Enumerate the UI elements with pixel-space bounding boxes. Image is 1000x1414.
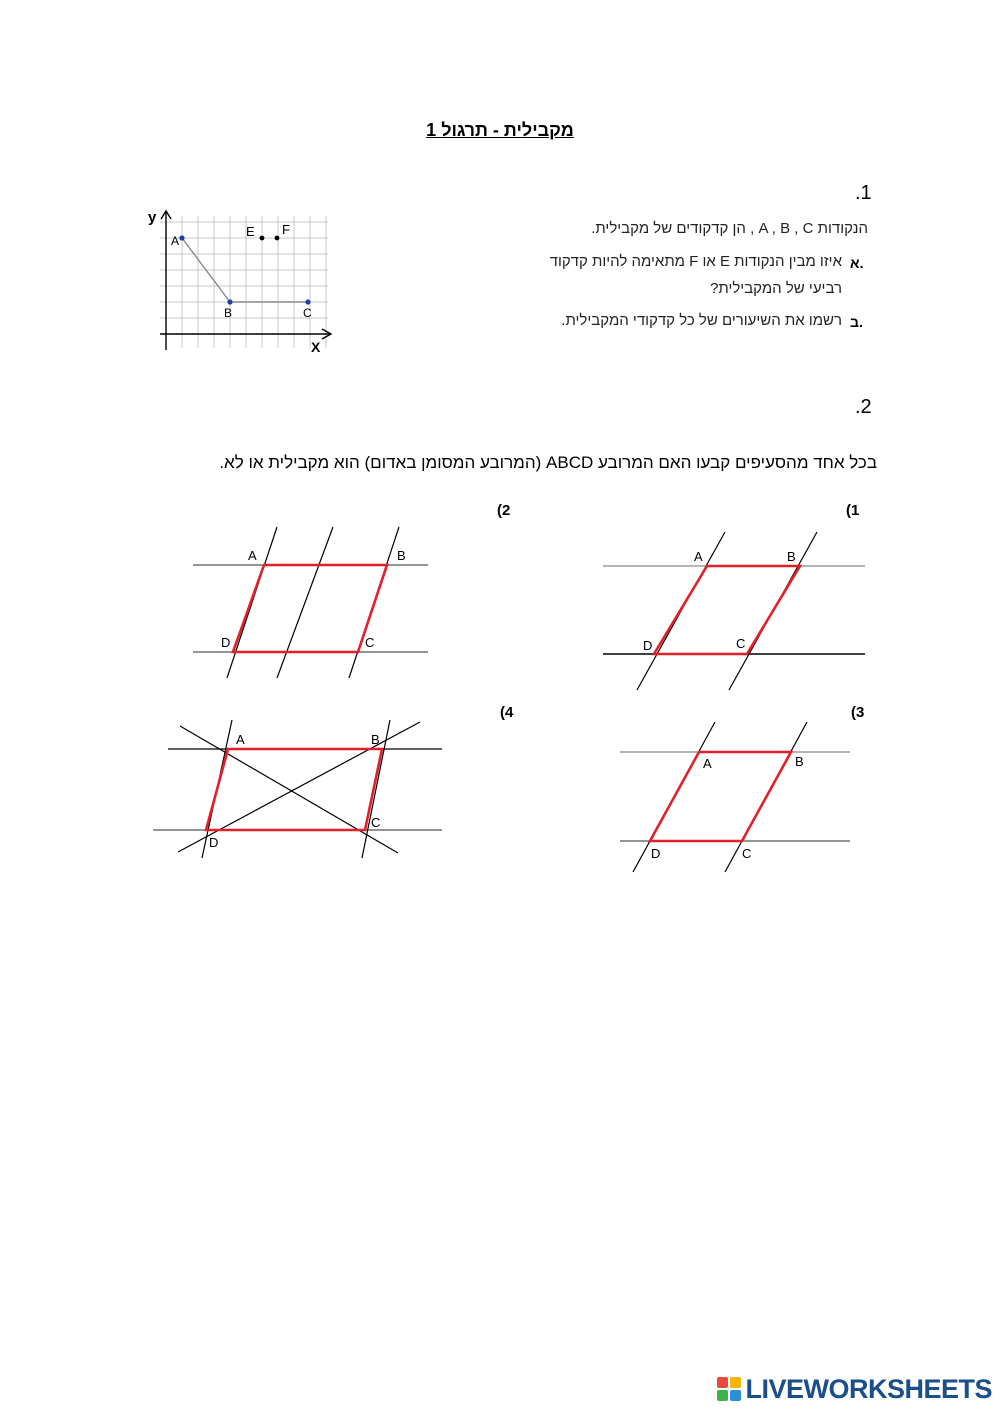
point-f [275, 236, 280, 241]
figure-2-vertex-a: A [248, 548, 257, 563]
figure-1-vertex-c: C [736, 636, 746, 651]
point-label-a: A [171, 234, 180, 248]
point-b [227, 299, 232, 304]
figure-4-vertex-c: C [371, 815, 381, 830]
figure-1-quadrilateral-abcd [654, 566, 800, 654]
figure-3-vertex-d: D [651, 846, 661, 861]
point-label-e: E [246, 224, 255, 239]
figure-2-transversal-middle [277, 527, 333, 678]
point-c [305, 299, 310, 304]
question-1a-marker: א. [850, 255, 864, 271]
question-2-number: .2 [855, 396, 872, 418]
figure-3-quadrilateral-abcd [650, 752, 791, 841]
figure-4-diagonal-bd [178, 722, 420, 852]
point-label-f: F [282, 222, 290, 237]
figure-1-label: (1 [846, 502, 860, 519]
page-title: מקבילית - תרגול 1 [426, 120, 574, 140]
coordinate-grid-graph [140, 200, 340, 355]
question-1b-marker: ב. [850, 314, 863, 330]
question-1-number: .1 [855, 182, 872, 204]
figure-4-label: (4 [500, 704, 514, 721]
question-1a-line-2: רביעי של המקבילית? [710, 280, 842, 297]
point-label-b: B [224, 306, 233, 320]
liveworksheets-brand-text: LIVEWORKSHEETS [745, 1373, 992, 1404]
figure-2-diagram [185, 525, 435, 685]
question-1b-line: רשמו את השיעורים של כל קדקודי המקבילית. [561, 312, 842, 329]
figure-2-vertex-d: D [221, 635, 231, 650]
question-1-intro: הנקודות A , B , C , הן קדקודים של מקבילית. [591, 220, 868, 237]
point-label-c: C [303, 306, 312, 320]
x-axis-label: X [311, 339, 321, 355]
figure-3-label: (3 [851, 704, 865, 721]
figure-4-vertex-b: B [371, 732, 380, 747]
liveworksheets-logo [717, 1374, 992, 1404]
figure-1-diagram [595, 530, 875, 695]
figure-4-diagram [150, 718, 450, 863]
figure-3-diagram [615, 720, 860, 875]
figure-1-vertex-a: A [694, 549, 703, 564]
question-2-instruction: בכל אחד מהסעיפים קבעו האם המרובע ABCD (המרובע המסומן באדום) הוא מקבילית או לא. [219, 453, 877, 472]
y-axis-label: y [148, 209, 157, 226]
figure-3-vertex-c: C [742, 846, 752, 861]
figure-4-vertex-a: A [236, 732, 245, 747]
figure-2-quadrilateral-abcd [233, 565, 387, 652]
figure-2-vertex-c: C [365, 635, 375, 650]
figure-2-vertex-b: B [397, 548, 406, 563]
figure-2-label: (2 [497, 502, 511, 519]
figure-1-vertex-d: D [643, 638, 653, 653]
grid-lines [160, 216, 328, 348]
figure-1-vertex-b: B [787, 549, 796, 564]
question-1a-line-1: איזו מבין הנקודות E או F מתאימה להיות קדקוד [549, 253, 842, 270]
figure-4-vertex-d: D [209, 835, 219, 850]
liveworksheets-logo-icon [717, 1377, 741, 1401]
figure-3-vertex-b: B [795, 754, 804, 769]
point-e [260, 236, 265, 241]
figure-3-vertex-a: A [703, 756, 712, 771]
point-a [179, 235, 184, 240]
